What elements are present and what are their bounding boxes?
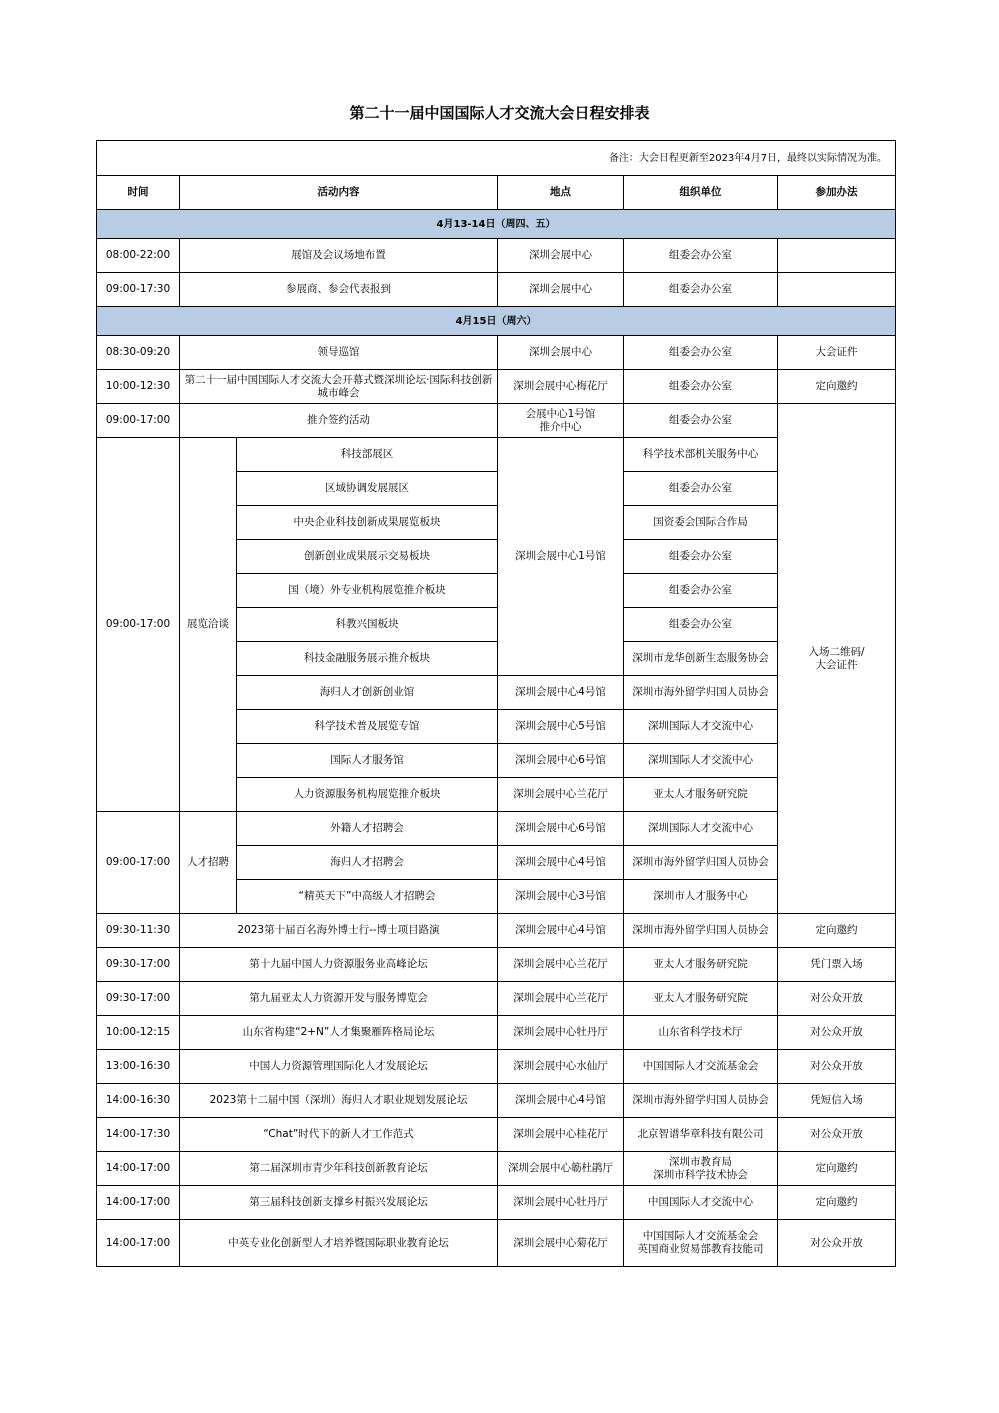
participation-cell: 定向邀约 — [778, 914, 896, 948]
table-row — [97, 1084, 896, 1118]
organizer-cell: 组委会办公室 — [624, 239, 778, 273]
participation-cell: 定向邀约 — [778, 370, 896, 404]
organizer-cell: 科学技术部机关服务中心 — [624, 438, 778, 472]
location-cell: 深圳会展中心兰花厅 — [498, 948, 624, 982]
location-cell: 深圳会展中心4号馆 — [498, 1084, 624, 1118]
content-cell: 海归人才招聘会 — [237, 846, 498, 880]
organizer-cell: 组委会办公室 — [624, 472, 778, 506]
location-cell: 深圳会展中心6号馆 — [498, 744, 624, 778]
time-cell: 10:00-12:15 — [97, 1016, 180, 1050]
participation-cell: 大会证件 — [778, 336, 896, 370]
organizer-cell: 深圳市人才服务中心 — [624, 880, 778, 914]
content-cell: 中英专业化创新型人才培养暨国际职业教育论坛 — [180, 1220, 498, 1267]
participation-cell: 对公众开放 — [778, 1016, 896, 1050]
location-cell: 深圳会展中心5号馆 — [498, 710, 624, 744]
content-cell: 中国人力资源管理国际化人才发展论坛 — [180, 1050, 498, 1084]
header-time: 时间 — [97, 176, 180, 210]
content-cell: 创新创业成果展示交易板块 — [237, 540, 498, 574]
content-cell: 人力资源服务机构展览推介板块 — [237, 778, 498, 812]
organizer-cell: 组委会办公室 — [624, 404, 778, 438]
section-label: 4月15日（周六） — [97, 307, 896, 336]
content-cell: 科教兴国板块 — [237, 608, 498, 642]
organizer-cell: 深圳市海外留学归国人员协会 — [624, 1084, 778, 1118]
time-cell: 09:30-11:30 — [97, 914, 180, 948]
location-cell: 深圳会展中心1号馆 — [498, 438, 624, 676]
organizer-cell: 深圳市海外留学归国人员协会 — [624, 676, 778, 710]
content-cell: 推介签约活动 — [180, 404, 498, 438]
location-cell: 深圳会展中心 — [498, 336, 624, 370]
category-cell: 人才招聘 — [180, 812, 237, 914]
time-cell: 08:30-09:20 — [97, 336, 180, 370]
content-cell: 科技金融服务展示推介板块 — [237, 642, 498, 676]
organizer-cell: 组委会办公室 — [624, 370, 778, 404]
table-row — [97, 370, 896, 404]
table-row — [97, 1016, 896, 1050]
organizer-cell: 组委会办公室 — [624, 336, 778, 370]
section-row — [97, 210, 896, 239]
organizer-cell: 深圳国际人才交流中心 — [624, 812, 778, 846]
table-row — [97, 438, 896, 472]
participation-cell — [778, 273, 896, 307]
location-cell — [498, 404, 624, 438]
header-row — [97, 176, 896, 210]
location-cell: 深圳会展中心簕杜鹃厅 — [498, 1152, 624, 1186]
organizer-line: 深圳市科学技术协会 — [653, 1168, 748, 1181]
content-cell: 海归人才创新创业馆 — [237, 676, 498, 710]
time-cell: 09:30-17:00 — [97, 948, 180, 982]
organizer-cell: 国资委会国际合作局 — [624, 506, 778, 540]
time-cell: 14:00-16:30 — [97, 1084, 180, 1118]
organizer-cell: 亚太人才服务研究院 — [624, 948, 778, 982]
organizer-cell: 北京智谱华章科技有限公司 — [624, 1118, 778, 1152]
location-cell: 深圳会展中心4号馆 — [498, 846, 624, 880]
schedule-table — [96, 140, 896, 1267]
time-cell: 14:00-17:00 — [97, 1186, 180, 1220]
table-row — [97, 1152, 896, 1186]
participation-cell: 对公众开放 — [778, 1220, 896, 1267]
participation-cell: 凭门票入场 — [778, 948, 896, 982]
content-cell: 外籍人才招聘会 — [237, 812, 498, 846]
section-label: 4月13-14日（周四、五） — [97, 210, 896, 239]
content-cell: 第九届亚太人力资源开发与服务博览会 — [180, 982, 498, 1016]
organizer-line: 深圳市教育局 — [669, 1155, 732, 1168]
time-cell: 14:00-17:00 — [97, 1152, 180, 1186]
table-row — [97, 336, 896, 370]
location-cell: 深圳会展中心4号馆 — [498, 914, 624, 948]
organizer-cell — [624, 1152, 778, 1186]
table-row — [97, 914, 896, 948]
time-cell: 14:00-17:00 — [97, 1220, 180, 1267]
location-line: 推介中心 — [539, 420, 582, 433]
content-cell: “Chat”时代下的新人才工作范式 — [180, 1118, 498, 1152]
time-cell: 14:00-17:30 — [97, 1118, 180, 1152]
content-cell: 山东省构建“2+N”人才集聚雁阵格局论坛 — [180, 1016, 498, 1050]
content-cell: 展馆及会议场地布置 — [180, 239, 498, 273]
content-cell: 2023第十届百名海外博士行--博士项目路演 — [180, 914, 498, 948]
time-cell: 09:30-17:00 — [97, 982, 180, 1016]
organizer-cell: 深圳国际人才交流中心 — [624, 744, 778, 778]
content-cell: 科学技术普及展览专馆 — [237, 710, 498, 744]
content-cell: 2023第十二届中国（深圳）海归人才职业规划发展论坛 — [180, 1084, 498, 1118]
location-cell: 深圳会展中心6号馆 — [498, 812, 624, 846]
table-row — [97, 812, 896, 846]
organizer-cell — [624, 1220, 778, 1267]
organizer-cell: 亚太人才服务研究院 — [624, 778, 778, 812]
content-cell: 科技部展区 — [237, 438, 498, 472]
organizer-line: 中国国际人才交流基金会 — [642, 1230, 759, 1242]
location-cell: 深圳会展中心梅花厅 — [498, 370, 624, 404]
table-row — [97, 273, 896, 307]
participation-cell: 凭短信入场 — [778, 1084, 896, 1118]
organizer-cell: 深圳市龙华创新生态服务协会 — [624, 642, 778, 676]
note-row — [97, 141, 896, 176]
organizer-cell: 深圳国际人才交流中心 — [624, 710, 778, 744]
organizer-cell: 中国国际人才交流基金会 — [624, 1050, 778, 1084]
organizer-line: 英国商业贸易部教育技能司 — [637, 1243, 764, 1255]
participation-line: 大会证件 — [815, 658, 858, 671]
table-row — [97, 1220, 896, 1267]
organizer-cell: 亚太人才服务研究院 — [624, 982, 778, 1016]
time-cell: 09:00-17:00 — [97, 812, 180, 914]
table-row — [97, 404, 896, 438]
location-cell: 深圳会展中心水仙厅 — [498, 1050, 624, 1084]
participation-cell: 定向邀约 — [778, 1186, 896, 1220]
header-content: 活动内容 — [180, 176, 498, 210]
table-row — [97, 1186, 896, 1220]
organizer-cell: 中国国际人才交流中心 — [624, 1186, 778, 1220]
participation-cell — [778, 404, 896, 914]
content-cell: 领导巡馆 — [180, 336, 498, 370]
time-cell: 09:00-17:30 — [97, 273, 180, 307]
participation-cell: 对公众开放 — [778, 1118, 896, 1152]
table-row — [97, 1050, 896, 1084]
content-cell: 第三届科技创新支撑乡村振兴发展论坛 — [180, 1186, 498, 1220]
location-cell: 深圳会展中心4号馆 — [498, 676, 624, 710]
category-cell: 展览洽谈 — [180, 438, 237, 812]
time-cell: 13:00-16:30 — [97, 1050, 180, 1084]
content-cell: “精英天下”中高级人才招聘会 — [237, 880, 498, 914]
table-row — [97, 982, 896, 1016]
location-cell: 深圳会展中心兰花厅 — [498, 982, 624, 1016]
page-title: 第二十一届中国国际人才交流大会日程安排表 — [349, 104, 650, 122]
content-cell: 第十九届中国人力资源服务业高峰论坛 — [180, 948, 498, 982]
time-cell: 09:00-17:00 — [97, 404, 180, 438]
table-row — [97, 1118, 896, 1152]
organizer-cell: 组委会办公室 — [624, 608, 778, 642]
location-cell: 深圳会展中心牡丹厅 — [498, 1016, 624, 1050]
time-cell: 08:00-22:00 — [97, 239, 180, 273]
table-row — [97, 239, 896, 273]
organizer-cell: 深圳市海外留学归国人员协会 — [624, 846, 778, 880]
location-cell: 深圳会展中心桂花厅 — [498, 1118, 624, 1152]
time-cell: 09:00-17:00 — [97, 438, 180, 812]
content-cell: 中央企业科技创新成果展览板块 — [237, 506, 498, 540]
time-cell: 10:00-12:30 — [97, 370, 180, 404]
content-cell: 第二十一届中国国际人才交流大会开幕式暨深圳论坛·国际科技创新城市峰会 — [180, 370, 498, 404]
location-cell: 深圳会展中心 — [498, 273, 624, 307]
organizer-cell: 深圳市海外留学归国人员协会 — [624, 914, 778, 948]
organizer-cell: 组委会办公室 — [624, 574, 778, 608]
organizer-cell: 山东省科学技术厅 — [624, 1016, 778, 1050]
header-participation: 参加办法 — [778, 176, 896, 210]
table-row — [97, 948, 896, 982]
header-location: 地点 — [498, 176, 624, 210]
content-cell: 国际人才服务馆 — [237, 744, 498, 778]
participation-line: 入场二维码/ — [808, 645, 865, 658]
organizer-cell: 组委会办公室 — [624, 540, 778, 574]
participation-cell: 对公众开放 — [778, 1050, 896, 1084]
note-cell: 备注：大会日程更新至2023年4月7日，最终以实际情况为准。 — [97, 141, 896, 176]
organizer-cell: 组委会办公室 — [624, 273, 778, 307]
location-cell: 深圳会展中心菊花厅 — [498, 1220, 624, 1267]
content-cell: 国（境）外专业机构展览推介板块 — [237, 574, 498, 608]
location-line: 会展中心1号馆 — [525, 407, 596, 420]
content-cell: 参展商、参会代表报到 — [180, 273, 498, 307]
location-cell: 深圳会展中心牡丹厅 — [498, 1186, 624, 1220]
content-cell: 区域协调发展展区 — [237, 472, 498, 506]
content-cell: 第二届深圳市青少年科技创新教育论坛 — [180, 1152, 498, 1186]
section-row — [97, 307, 896, 336]
location-cell: 深圳会展中心兰花厅 — [498, 778, 624, 812]
participation-cell — [778, 239, 896, 273]
participation-cell: 对公众开放 — [778, 982, 896, 1016]
participation-cell: 定向邀约 — [778, 1152, 896, 1186]
header-organizer: 组织单位 — [624, 176, 778, 210]
location-cell: 深圳会展中心3号馆 — [498, 880, 624, 914]
location-cell: 深圳会展中心 — [498, 239, 624, 273]
